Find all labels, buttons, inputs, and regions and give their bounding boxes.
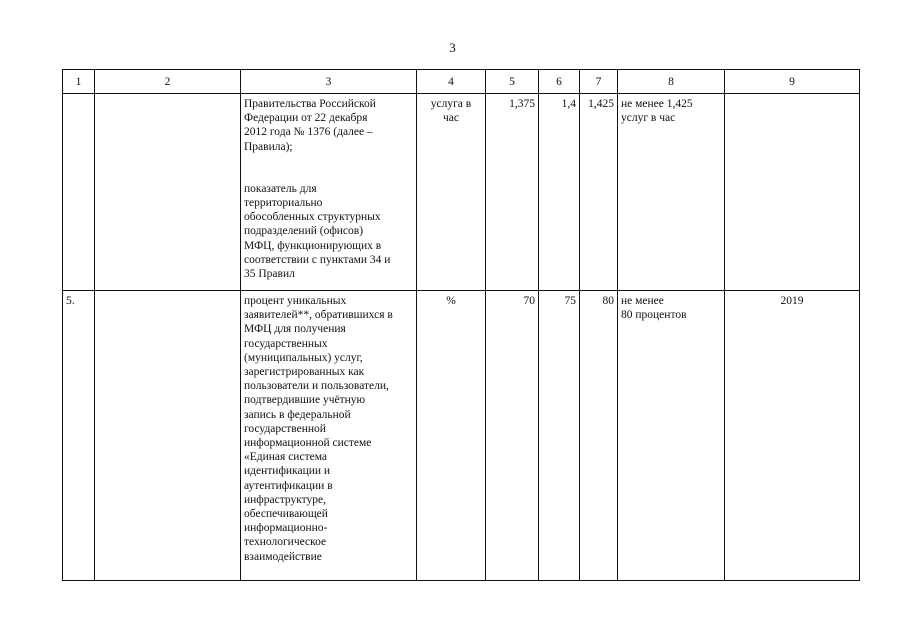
header-cell: 4	[417, 70, 486, 94]
unit-cell: %	[417, 291, 486, 581]
header-cell: 2	[95, 70, 241, 94]
target-cell	[618, 291, 725, 581]
text-line: подтвердившие учётную	[244, 394, 366, 407]
text-line: 2012 года № 1376 (далее –	[244, 126, 373, 139]
year-cell	[725, 94, 860, 291]
text-line: инфраструктуре,	[244, 493, 327, 506]
text-line: идентификации и	[244, 465, 331, 478]
header-cell: 8	[618, 70, 725, 94]
text-line: процент уникальных	[244, 295, 347, 307]
text-line: Правительства Российской	[244, 98, 376, 110]
text-line: не менее	[621, 295, 664, 307]
text-line: МФЦ для получения	[244, 323, 346, 336]
text-line: технологическое	[244, 536, 327, 549]
text-line: информационно-	[244, 522, 328, 535]
text-line: показатель для	[244, 182, 317, 195]
indicators-table	[62, 69, 860, 581]
value-cell: 1,375	[486, 94, 539, 291]
text-line: 35 Правил	[244, 268, 295, 281]
text-line: территориально	[244, 197, 323, 210]
text-line: обеспечивающей	[244, 508, 328, 521]
value-cell: 75	[539, 291, 580, 581]
table-row	[63, 94, 860, 291]
text-line: час	[443, 112, 459, 125]
text-line: (муниципальных) услуг,	[244, 351, 363, 364]
text-line: пользователи и пользователи,	[244, 380, 389, 393]
year-cell: 2019	[725, 291, 860, 581]
value-cell: 1,4	[539, 94, 580, 291]
value-cell: 80	[580, 291, 618, 581]
text-line: аутентификации в	[244, 479, 333, 492]
header-cell: 3	[241, 70, 417, 94]
value-cell: 70	[486, 291, 539, 581]
text-line: Правила);	[244, 140, 293, 153]
text-line: услуга в	[430, 98, 472, 110]
text-line: государственных	[244, 337, 328, 350]
text-line: Федерации от 22 декабря	[244, 112, 368, 125]
page-number: 3	[449, 40, 456, 55]
unit-cell	[417, 94, 486, 291]
row-number-cell: 5.	[63, 291, 95, 581]
text-line: 80 процентов	[621, 309, 687, 322]
text-line: взаимодействие	[244, 550, 322, 563]
text-line: государственной	[244, 422, 326, 435]
text-line: зарегистрированных как	[244, 366, 365, 379]
header-cell: 1	[63, 70, 95, 94]
calculation-method-cell	[241, 291, 417, 581]
indicator-name-cell	[95, 291, 241, 581]
text-line: «Единая система	[244, 451, 327, 464]
text-line: обособленных структурных	[244, 211, 381, 224]
text-line: запись в федеральной	[244, 408, 351, 421]
header-cell: 9	[725, 70, 860, 94]
target-cell	[618, 94, 725, 291]
text-line: подразделений (офисов)	[244, 225, 364, 238]
text-line: МФЦ, функционирующих в	[244, 239, 382, 252]
header-cell: 6	[539, 70, 580, 94]
text-line: не менее 1,425	[621, 98, 693, 110]
header-cell: 7	[580, 70, 618, 94]
table-header-row	[63, 70, 860, 94]
text-line: заявителей**, обратившихся в	[244, 309, 393, 322]
calculation-method-cell	[241, 94, 417, 291]
indicator-name-cell	[95, 94, 241, 291]
value-cell: 1,425	[580, 94, 618, 291]
table-row	[63, 291, 860, 581]
text-line: соответствии с пунктами 34 и	[244, 253, 391, 266]
text-line: услуг в час	[621, 112, 676, 125]
text-line: информационной системе	[244, 437, 372, 450]
header-cell: 5	[486, 70, 539, 94]
row-number-cell	[63, 94, 95, 291]
